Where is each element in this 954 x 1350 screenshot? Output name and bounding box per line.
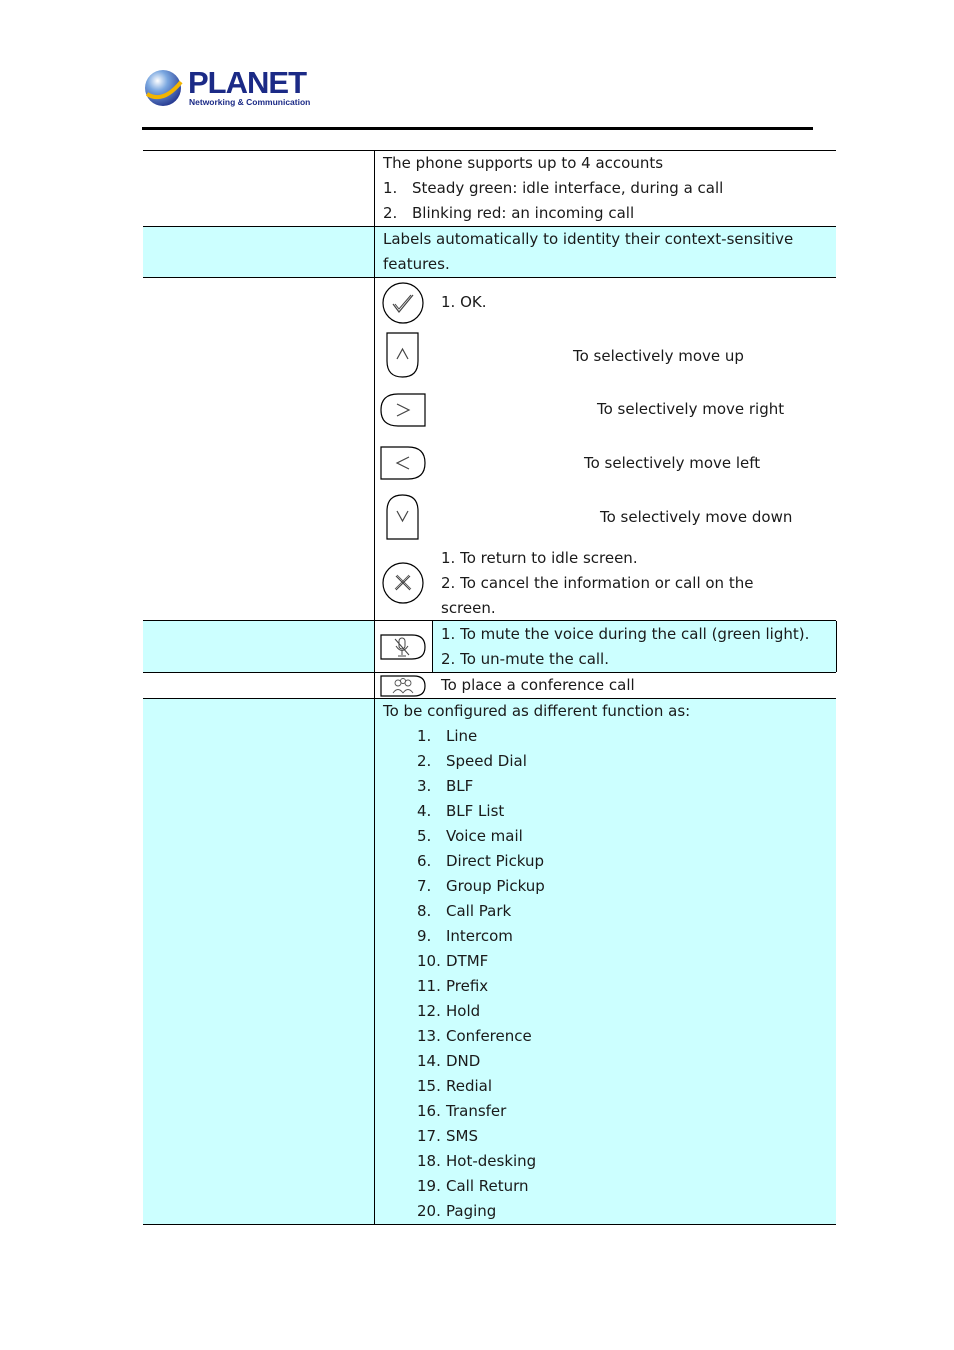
table-bottom-rule <box>143 1224 836 1225</box>
mute-label-line1: 1. To mute the voice during the call (green light). <box>441 625 810 643</box>
dss-item-number: 9. <box>417 927 432 945</box>
dss-item-number: 15. <box>417 1077 441 1095</box>
globe-icon <box>143 68 185 110</box>
up-label: To selectively move up <box>573 347 744 365</box>
dss-item-number: 7. <box>417 877 432 895</box>
table-top-rule <box>143 150 836 151</box>
right-label: To selectively move right <box>597 400 785 418</box>
dss-item-number: 14. <box>417 1052 441 1070</box>
column-divider <box>374 150 375 1225</box>
mute-cell-divider <box>432 621 433 672</box>
dss-item-label: Line <box>446 727 478 745</box>
dss-intro: To be configured as different function as: <box>383 702 691 720</box>
dss-item-label: BLF <box>446 777 474 795</box>
dss-row-bg <box>143 699 836 1224</box>
dss-item-number: 20. <box>417 1202 441 1220</box>
row-rule <box>143 672 836 673</box>
dss-item-number: 18. <box>417 1152 441 1170</box>
mute-icon <box>379 633 427 661</box>
dss-item-label: Prefix <box>446 977 489 995</box>
row-rule <box>143 620 836 621</box>
dss-item-label: Hot-desking <box>446 1152 537 1170</box>
ok-icon <box>381 281 425 325</box>
accounts-item-text: Blinking red: an incoming call <box>412 204 635 222</box>
row-rule <box>143 698 836 699</box>
mute-cell-right-edge <box>836 621 837 672</box>
dss-item-number: 16. <box>417 1102 441 1120</box>
dss-item-label: DTMF <box>446 952 489 970</box>
dss-item-number: 2. <box>417 752 432 770</box>
dss-item-label: Group Pickup <box>446 877 545 895</box>
labels-description-line2: features. <box>383 255 450 273</box>
dss-item-label: SMS <box>446 1127 478 1145</box>
ok-label: 1. OK. <box>441 293 487 311</box>
dss-item-number: 10. <box>417 952 441 970</box>
accounts-item-num: 1. <box>383 179 398 197</box>
left-label: To selectively move left <box>584 454 761 472</box>
cancel-label-line3: screen. <box>441 599 496 617</box>
conference-icon <box>379 674 427 698</box>
dss-item-label: Voice mail <box>446 827 523 845</box>
dss-item-number: 13. <box>417 1027 441 1045</box>
row-rule <box>143 226 836 227</box>
accounts-item-num: 2. <box>383 204 398 222</box>
dss-item-number: 8. <box>417 902 432 920</box>
conference-label: To place a conference call <box>441 676 635 694</box>
dss-item-label: DND <box>446 1052 481 1070</box>
down-label: To selectively move down <box>600 508 793 526</box>
mute-label-line2: 2. To un-mute the call. <box>441 650 609 668</box>
dss-item-number: 11. <box>417 977 441 995</box>
dss-item-number: 3. <box>417 777 432 795</box>
dss-item-label: Call Park <box>446 902 512 920</box>
dss-item-label: Speed Dial <box>446 752 527 770</box>
left-arrow-icon <box>379 445 427 481</box>
dss-item-label: Transfer <box>446 1102 507 1120</box>
header-rule <box>142 127 813 130</box>
row-rule <box>143 277 836 278</box>
brand-tagline: Networking & Communication <box>189 97 311 107</box>
dss-item-number: 12. <box>417 1002 441 1020</box>
cancel-label-line1: 1. To return to idle screen. <box>441 549 638 567</box>
dss-item-label: Hold <box>446 1002 481 1020</box>
labels-description-line1: Labels automatically to identity their context-sensitive <box>383 230 794 248</box>
cancel-label-line2: 2. To cancel the information or call on the <box>441 574 754 592</box>
dss-item-number: 1. <box>417 727 432 745</box>
dss-item-number: 19. <box>417 1177 441 1195</box>
dss-item-number: 5. <box>417 827 432 845</box>
accounts-intro: The phone supports up to 4 accounts <box>383 154 664 172</box>
right-arrow-icon <box>379 392 427 428</box>
dss-item-label: Conference <box>446 1027 532 1045</box>
dss-item-number: 4. <box>417 802 432 820</box>
dss-item-label: Redial <box>446 1077 493 1095</box>
dss-item-number: 6. <box>417 852 432 870</box>
down-arrow-icon <box>385 493 421 541</box>
dss-item-label: Paging <box>446 1202 497 1220</box>
dss-item-label: Intercom <box>446 927 513 945</box>
dss-item-number: 17. <box>417 1127 441 1145</box>
dss-item-label: Call Return <box>446 1177 529 1195</box>
up-arrow-icon <box>385 331 421 379</box>
planet-logo <box>143 66 313 110</box>
dss-item-label: BLF List <box>446 802 505 820</box>
dss-item-label: Direct Pickup <box>446 852 545 870</box>
accounts-item-text: Steady green: idle interface, during a call <box>412 179 724 197</box>
cancel-icon <box>381 561 425 605</box>
brand-name: PLANET <box>188 65 306 100</box>
